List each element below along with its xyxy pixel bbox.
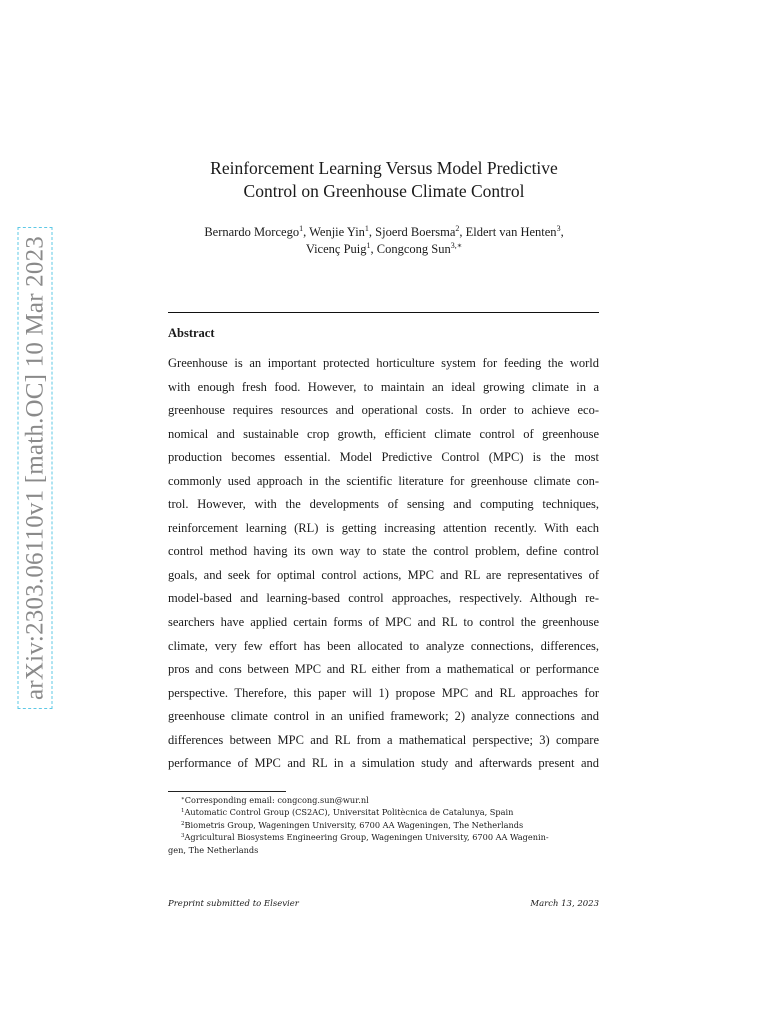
abstract-top-rule — [168, 312, 599, 313]
author-separator: , — [560, 225, 564, 239]
footnote-mark: 1 — [181, 808, 185, 815]
footnote-text: gen, The Netherlands — [168, 844, 259, 855]
abstract-line: pros and cons between MPC and RL either from a mathematical or performance — [168, 662, 599, 677]
abstract-line: control method having its own way to state the control problem, define control — [168, 544, 599, 559]
abstract-line: model-based and learning-based control approaches, respectively. Although re- — [168, 591, 599, 606]
footnotes — [168, 794, 599, 856]
abstract-line: perspective. Therefore, this paper will 1) propose MPC and RL approaches for — [168, 685, 599, 700]
abstract-heading: Abstract — [168, 326, 215, 340]
footnote-mark: 3 — [181, 833, 185, 840]
abstract-line: greenhouse climate control in an unified framework; 2) analyze connections and — [168, 709, 599, 724]
abstract-body — [168, 352, 599, 776]
footnote-text: Agricultural Biosystems Engineering Group, Wageningen University, 6700 AA Wagenin- — [184, 832, 549, 843]
author-affiliation-mark: 1 — [364, 224, 369, 233]
footnote-affiliation-3 — [168, 831, 599, 843]
author-affiliation-mark: 2 — [455, 224, 460, 233]
abstract-line: reinforcement learning (RL) is getting increasing attention recently. With each — [168, 520, 599, 535]
author-name: Bernardo Morcego — [204, 225, 300, 239]
author-line-1 — [0, 224, 768, 241]
author-affiliation-mark: 3,∗ — [450, 241, 463, 250]
title-line-2: Control on Greenhouse Climate Control — [243, 181, 525, 201]
abstract-line: with enough fresh food. However, to maintain an ideal growing climate in a — [168, 379, 599, 394]
abstract-line: climate, very few effort has been allocated to analyze connections, differences, — [168, 638, 599, 653]
footnote-text: Corresponding email: congcong.sun@wur.nl — [184, 795, 369, 805]
author-separator: , — [370, 242, 377, 256]
abstract-line: greenhouse requires resources and operational costs. In order to achieve eco- — [168, 403, 599, 418]
author-separator: , — [368, 225, 376, 239]
abstract-line: Greenhouse is an important protected horticulture system for feeding the world — [168, 356, 599, 370]
abstract-line: performance of MPC and RL in a simulation study and afterwards present and — [168, 756, 599, 771]
abstract-line: trol. However, with the developments of sensing and computing techniques, — [168, 497, 599, 512]
author-line-2 — [0, 241, 768, 258]
footnote-mark: 2 — [181, 820, 185, 827]
author-name: Vicenç Puig — [305, 242, 367, 256]
abstract-line: nomical and sustainable crop growth, efficient climate control of greenhouse — [168, 426, 599, 441]
author-list — [0, 224, 768, 258]
paper-title — [0, 157, 768, 203]
abstract-line: searchers have applied certain forms of MPC and RL to control the greenhouse — [168, 615, 599, 630]
footnote-text: Automatic Control Group (CS2AC), Universitat Politècnica de Catalunya, Spain — [184, 807, 514, 818]
footnote-affiliation-1 — [168, 806, 599, 818]
author-affiliation-mark: 3 — [556, 224, 561, 233]
author-name: Congcong Sun — [376, 242, 451, 256]
author-affiliation-mark: 1 — [366, 241, 371, 250]
arxiv-identifier-stamp: arXiv:2303.06110v1 [math.OC] 10 Mar 2023 — [18, 227, 53, 709]
abstract-line: production becomes essential. Model Predictive Control (MPC) is the most — [168, 450, 599, 465]
author-name: Wenjie Yin — [309, 225, 365, 239]
footnote-affiliation-2 — [168, 819, 599, 831]
preprint-date: March 13, 2023 — [530, 899, 599, 909]
footnote-text: Biometris Group, Wageningen University, 6700 AA Wageningen, The Netherlands — [184, 819, 524, 830]
abstract-line: commonly used approach in the scientific literature for greenhouse climate con- — [168, 473, 599, 488]
abstract-line: goals, and seek for optimal control actions, MPC and RL are representatives of — [168, 567, 599, 582]
abstract-line: differences between MPC and RL from a mathematical perspective; 3) compare — [168, 732, 599, 747]
author-separator: , — [303, 225, 310, 239]
author-separator: , — [459, 225, 466, 239]
footnote-affiliation-3-continued — [168, 844, 599, 856]
title-line-1: Reinforcement Learning Versus Model Predictive — [210, 158, 558, 178]
footnote-corresponding — [168, 794, 599, 806]
author-name: Eldert van Henten — [465, 225, 557, 239]
footnote-rule — [168, 791, 286, 792]
author-name: Sjoerd Boersma — [375, 225, 456, 239]
author-affiliation-mark: 1 — [299, 224, 304, 233]
preprint-notice: Preprint submitted to Elsevier — [168, 899, 299, 909]
footnote-mark: ∗ — [181, 796, 185, 802]
